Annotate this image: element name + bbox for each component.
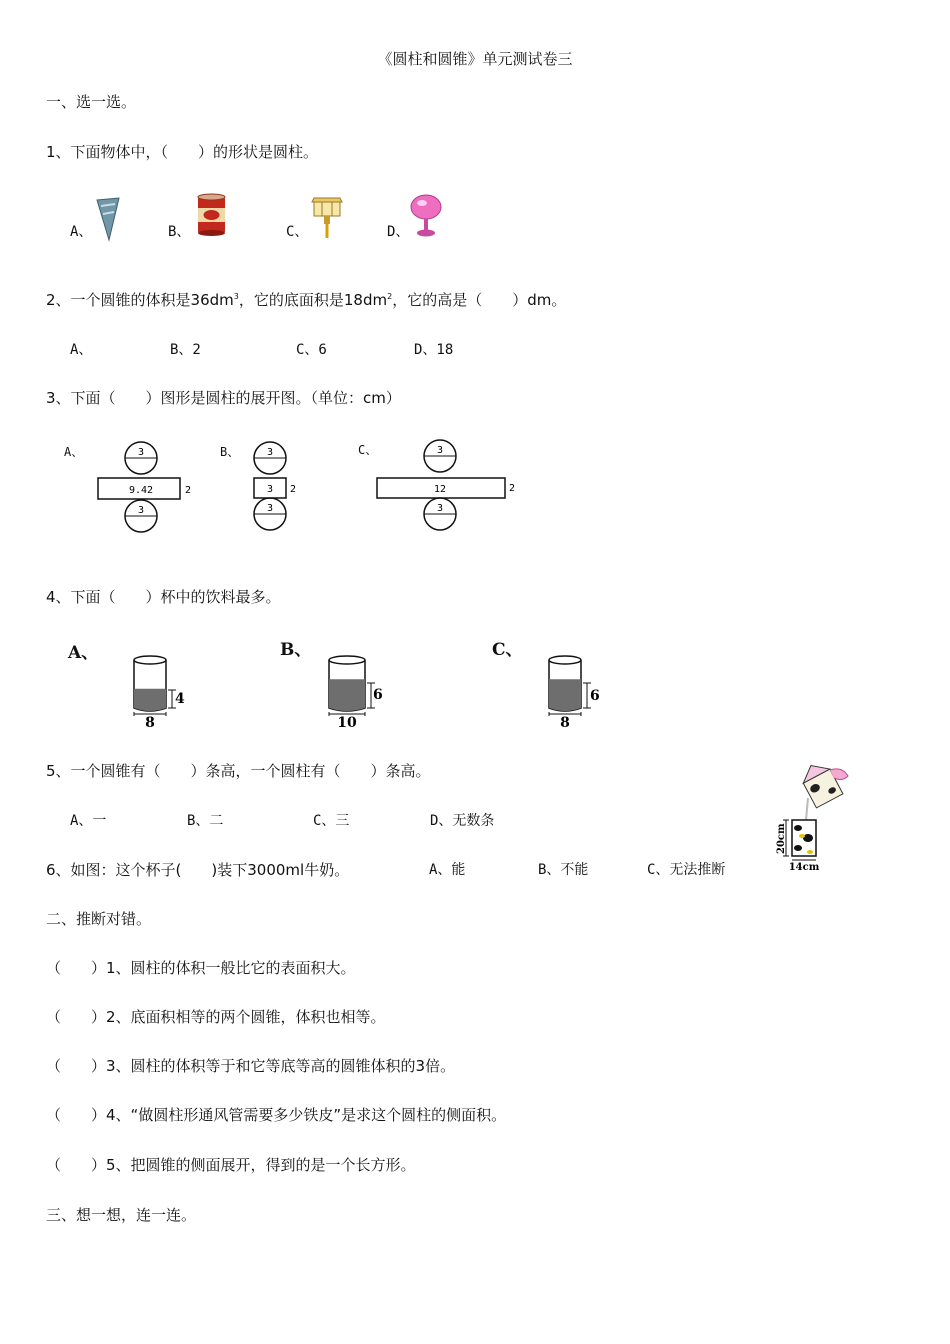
- q2-text: [46, 293, 566, 308]
- q4-cup-a-width: 8: [145, 715, 155, 731]
- q4-cup-a: [130, 650, 200, 732]
- q5-text: 5、一个圆锥有（ ）条高，一个圆柱有（ ）条高。: [46, 762, 431, 780]
- q4-cup-b-liquid: [329, 679, 365, 711]
- q5-option-c: C、三: [313, 813, 350, 829]
- q4-cup-b-width: 10: [337, 715, 357, 731]
- q3-c-rect-label: 12: [433, 484, 447, 495]
- q4-cup-c-label: C、: [492, 640, 523, 660]
- ice-cream-cone-icon: [95, 196, 123, 242]
- q3-c-top-label: 3: [436, 445, 444, 456]
- q6-option-c: C、无法推断: [647, 862, 726, 878]
- q3-net-figure-b: [251, 440, 311, 536]
- q5-option-d: D、无数条: [430, 813, 495, 829]
- q2-option-c: C、6: [296, 342, 327, 358]
- q5-option-b: B、二: [187, 813, 224, 829]
- judge-item-4: （ ）4、“做圆柱形通风管需要多少铁皮”是求这个圆柱的侧面积。: [46, 1106, 507, 1124]
- q4-cup-c-liquid: [549, 679, 581, 711]
- cow-cup-icon: [772, 768, 862, 876]
- q4-cup-c-height: 6: [590, 688, 600, 704]
- q6-option-b: B、不能: [538, 862, 589, 878]
- q3-b-top-label: 3: [266, 447, 274, 458]
- q4-cup-a-label: A、: [68, 643, 99, 663]
- tin-can-icon: [196, 192, 228, 238]
- q3-net-figure-c: [375, 440, 525, 536]
- section3-heading: 三、想一想，连一连。: [46, 1206, 197, 1224]
- q3-figure-a-label: A、: [64, 445, 84, 459]
- q3-a-side-label: 2: [185, 485, 192, 496]
- q2-sup2: 2: [387, 292, 393, 301]
- q1-option-c: C、: [286, 224, 309, 240]
- q3-figure-c-label: C、: [358, 443, 378, 457]
- page-title: 《圆柱和圆锥》单元测试卷三: [377, 50, 573, 68]
- q3-net-figure-a: [96, 440, 196, 536]
- q1-option-d: D、: [387, 224, 410, 240]
- q2-option-d: D、18: [414, 342, 454, 358]
- judge-item-1: （ ）1、圆柱的体积一般比它的表面积大。: [46, 959, 356, 977]
- q6-fig-height: 20cm: [776, 823, 787, 854]
- q4-cup-b: [325, 650, 400, 732]
- q1-text: 1、下面物体中，（ ）的形状是圆柱。: [46, 143, 319, 161]
- q2-option-a: A、: [70, 342, 93, 358]
- lantern-icon: [310, 192, 346, 240]
- judge-item-2: （ ）2、底面积相等的两个圆锥，体积也相等。: [46, 1008, 386, 1026]
- q2-prefix: 2、一个圆锥的体积是36dm: [46, 291, 234, 309]
- q2-option-b: B、2: [170, 342, 201, 358]
- q6-text: 6、如图：这个杯子( )装下3000ml牛奶。: [46, 861, 350, 879]
- q3-c-bottom-label: 3: [436, 503, 444, 514]
- judge-item-5: （ ）5、把圆锥的侧面展开，得到的是一个长方形。: [46, 1156, 416, 1174]
- q3-a-top-label: 3: [137, 447, 145, 458]
- q4-cup-a-height: 4: [175, 691, 185, 707]
- q3-text: 3、下面（ ）图形是圆柱的展开图。（单位：cm）: [46, 389, 401, 407]
- q3-b-bottom-label: 3: [266, 503, 274, 514]
- q6-fig-width: 14cm: [788, 862, 820, 873]
- q3-c-side-label: 2: [509, 483, 516, 494]
- q3-a-bottom-label: 3: [137, 505, 145, 516]
- q2-sup1: 3: [233, 292, 239, 301]
- section2-heading: 二、推断对错。: [46, 910, 152, 928]
- q4-cup-b-height: 6: [373, 687, 383, 703]
- q1-option-b: B、: [168, 224, 191, 240]
- lamp-icon: [409, 193, 443, 239]
- q3-b-side-label: 2: [290, 484, 297, 495]
- q3-figure-b-label: B、: [220, 445, 240, 459]
- q6-option-a: A、能: [429, 862, 466, 878]
- q3-a-rect-label: 9.42: [128, 485, 154, 496]
- q1-option-a: A、: [70, 224, 93, 240]
- q4-cup-c-width: 8: [560, 715, 570, 731]
- q2-suffix: ，它的高是（ ）dm。: [392, 291, 567, 309]
- q4-cup-b-label: B、: [280, 640, 312, 660]
- q3-b-rect-label: 3: [266, 484, 274, 495]
- section1-heading: 一、选一选。: [46, 93, 137, 111]
- q4-cup-a-liquid: [134, 689, 166, 711]
- q2-middle: ，它的底面积是18dm: [238, 291, 388, 309]
- q4-text: 4、下面（ ）杯中的饮料最多。: [46, 588, 281, 606]
- judge-item-3: （ ）3、圆柱的体积等于和它等底等高的圆锥体积的3倍。: [46, 1057, 456, 1075]
- q4-cup-c: [545, 650, 615, 732]
- q5-option-a: A、一: [70, 813, 107, 829]
